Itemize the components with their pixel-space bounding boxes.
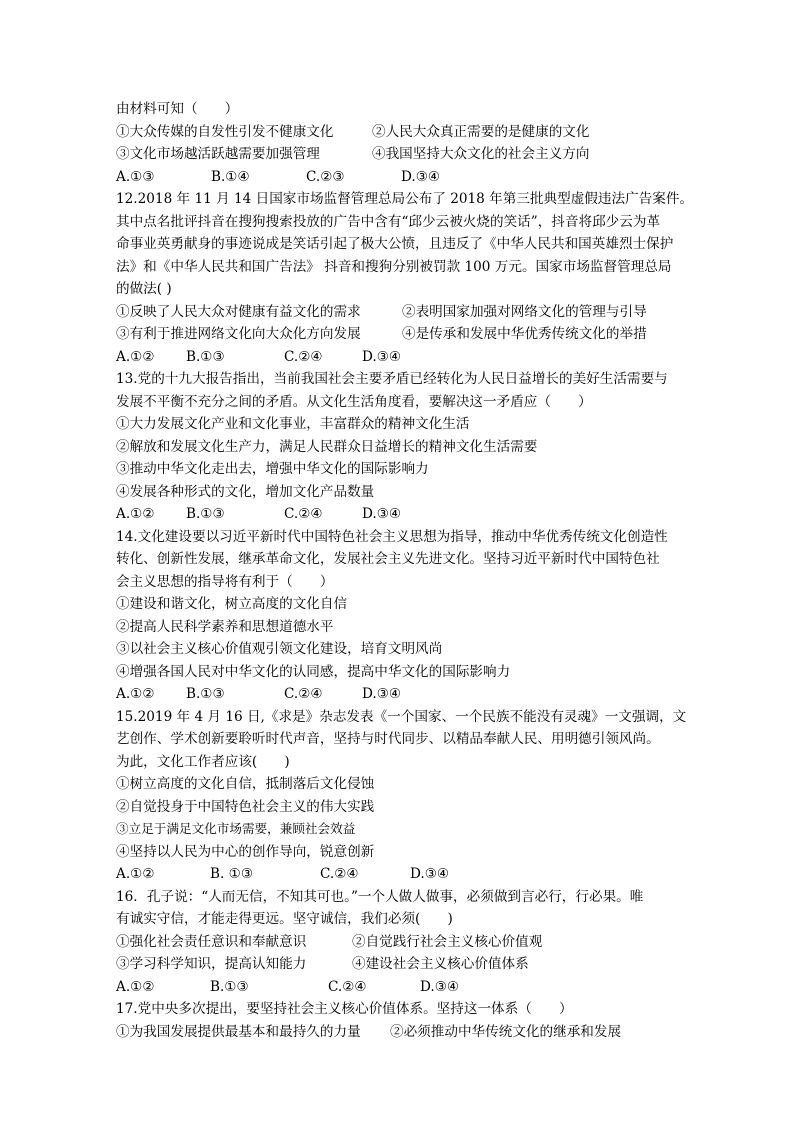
q13-stem-line-1: 13.党的十九大报告指出，当前我国社会主要矛盾已经转化为人民日益增长的美好生活需要与 [116, 371, 668, 387]
q12-item-1: ①反映了人民大众对健康有益文化的需求 [116, 303, 361, 320]
q16-choice-c: C.②④ [328, 978, 367, 995]
q11-choice-c: C.②③ [306, 168, 345, 185]
q12-choice-a: A.①② [116, 348, 155, 365]
q14-choice-b: B.①③ [186, 686, 225, 702]
q16-item-3: ③学习科学知识，提高认知能力 [116, 956, 307, 972]
q12-item-2: ②表明国家加强对网络文化的管理与引导 [402, 303, 647, 320]
q15-item-3: ③立足于满足文化市场需要，兼顾社会效益 [116, 821, 356, 836]
q14-choice-c: C.②④ [284, 686, 323, 702]
q16-stem-line-1: 16．孔子说：“人而无信，不知其可也。”一个人做人做事，必须做到言必行，行必果。唯 [116, 888, 644, 905]
q12-stem-line-5: 的做法( ) [116, 281, 172, 297]
q14-choice-d: D.③④ [362, 686, 402, 702]
q12-choice-d: D.③④ [362, 348, 402, 365]
q11-items-row-1 [116, 121, 696, 144]
q11-item-3: ③文化市场越活跃越需要加强管理 [116, 146, 320, 162]
q14-choice-a: A.①② [116, 686, 155, 702]
q12-stem-line-2: 其中点名批评抖音在搜狗搜索投放的广告中含有“邱少云被火烧的笑话”，抖音将邱少云为革 [116, 213, 661, 230]
q16-item-1: ①强化社会责任意识和奉献意识 [116, 933, 307, 950]
q12-stem-line-4: 法》和《中华人民共和国广告法》 抖音和搜狗分别被罚款 100 万元。国家市场监督管理总局 [116, 258, 672, 275]
q15-choice-a: A.①② [116, 866, 155, 882]
q17-item-1: ①为我国发展提供最基本和最持久的力量 [116, 1023, 361, 1040]
q14-stem-line-2: 转化、创新性发展，继承革命文化，发展社会主义先进文化。坚持习近平新时代中国特色社 [116, 551, 660, 567]
q11-item-2: ②人民大众真正需要的是健康的文化 [372, 123, 590, 140]
q13-stem-line-2: 发展不平衡不充分之间的矛盾。从文化生活角度看，要解决这一矛盾应（ ） [116, 393, 592, 410]
q16-items-row-1 [116, 931, 696, 954]
q11-choice-d: D.③④ [401, 168, 441, 185]
q14-stem-line-3: 会主义思想的指导将有利于（ ） [116, 573, 334, 590]
q16-item-2: ②自觉践行社会主义核心价值观 [352, 933, 543, 950]
q15-choice-c: C.②④ [320, 866, 359, 882]
q17-stem-line-1: 17.党中央多次提出，要坚持社会主义核心价值体系。坚持这一体系（ ） [116, 1001, 573, 1017]
q11-choices [116, 166, 696, 189]
q15-item-2: ②自觉投身于中国特色社会主义的伟大实践 [116, 798, 375, 815]
q16-stem-line-2: 有诚实守信，才能走得更远。坚守诚信，我们必须( ) [116, 911, 453, 927]
q11-choice-b: B.①④ [211, 168, 250, 185]
q13-choices [116, 503, 696, 526]
q12-choices [116, 346, 696, 369]
q15-choices [116, 863, 696, 886]
q16-choice-a: A.①② [116, 978, 155, 995]
q15-choice-b: B. ①③ [210, 866, 254, 882]
q15-item-4: ④坚持以人民为中心的创作导向，锐意创新 [116, 843, 375, 860]
q12-item-4: ④是传承和发展中华优秀传统文化的举措 [402, 326, 647, 342]
q17-item-2: ②必须推动中华传统文化的继承和发展 [390, 1023, 622, 1040]
q16-choice-d: D.③④ [420, 978, 460, 995]
q13-item-2: ②解放和发展文化生产力，满足人民群众日益增长的精神文化生活需要 [116, 438, 538, 455]
q16-choices [116, 976, 696, 999]
q13-choice-a: A.①② [116, 506, 155, 522]
q15-stem-line-3: 为此，文化工作者应该( ) [116, 753, 290, 770]
q16-item-4: ④建设社会主义核心价值体系 [352, 956, 529, 972]
q12-stem-line-1: 12.2018 年 11 月 14 日国家市场监督管理总局公布了 2018 年第三批典型虚假违法广告案件。 [116, 191, 694, 207]
q15-stem-line-2: 艺创作、学术创新要聆听时代声音，坚持与时代同步、以精品奉献人民、用明德引领风尚。 [116, 731, 660, 747]
q11-intro: 由材料可知（ ） [116, 101, 239, 117]
q13-item-1: ①大力发展文化产业和文化事业，丰富群众的精神文化生活 [116, 416, 470, 432]
q15-item-1: ①树立高度的文化自信，抵制落后文化侵蚀 [116, 776, 375, 792]
q13-choice-d: D.③④ [362, 506, 402, 522]
q14-item-4: ④增强各国人民对中华文化的认同感，提高中华文化的国际影响力 [116, 663, 511, 680]
q11-items-row-2 [116, 143, 696, 166]
q13-item-3: ③推动中华文化走出去，增强中华文化的国际影响力 [116, 461, 429, 477]
q13-choice-b: B.①③ [186, 506, 225, 522]
q14-stem-line-1: 14.文化建设要以习近平新时代中国特色社会主义思想为指导，推动中华优秀传统文化创造性 [116, 528, 668, 545]
q17-items-row-1 [116, 1021, 696, 1044]
q14-item-2: ②提高人民科学素养和思想道德水平 [116, 618, 334, 635]
q14-item-1: ①建设和谐文化，树立高度的文化自信 [116, 596, 348, 612]
q12-items-row-1 [116, 301, 696, 324]
q11-choice-a: A.①③ [116, 168, 155, 185]
q12-stem-line-3: 命事业英勇献身的事迹说成是笑话引起了极大公愤，且违反了《中华人民共和国英雄烈士保护 [116, 236, 674, 252]
q12-choice-c: C.②④ [284, 348, 323, 365]
exam-content [116, 98, 696, 1043]
q12-items-row-2 [116, 323, 696, 346]
q13-choice-c: C.②④ [284, 506, 323, 522]
q16-choice-b: B.①③ [210, 978, 249, 995]
q12-choice-b: B.①③ [186, 348, 225, 365]
q15-choice-d: D.③④ [410, 866, 450, 882]
q13-item-4: ④发展各种形式的文化，增加文化产品数量 [116, 483, 375, 500]
q11-item-4: ④我国坚持大众文化的社会主义方向 [372, 146, 590, 162]
q14-item-3: ③以社会主义核心价值观引领文化建设，培育文明风尚 [116, 641, 443, 657]
q16-items-row-2 [116, 953, 696, 976]
q15-stem-line-1: 15.2019 年 4 月 16 日,《求是》杂志发表《一个国家、一个民族不能没有灵魂》一文强调，文 [116, 708, 687, 725]
q12-item-3: ③有利于推进网络文化向大众化方向发展 [116, 326, 361, 342]
q11-item-1: ①大众传媒的自发性引发不健康文化 [116, 123, 334, 140]
q14-choices [116, 683, 696, 706]
